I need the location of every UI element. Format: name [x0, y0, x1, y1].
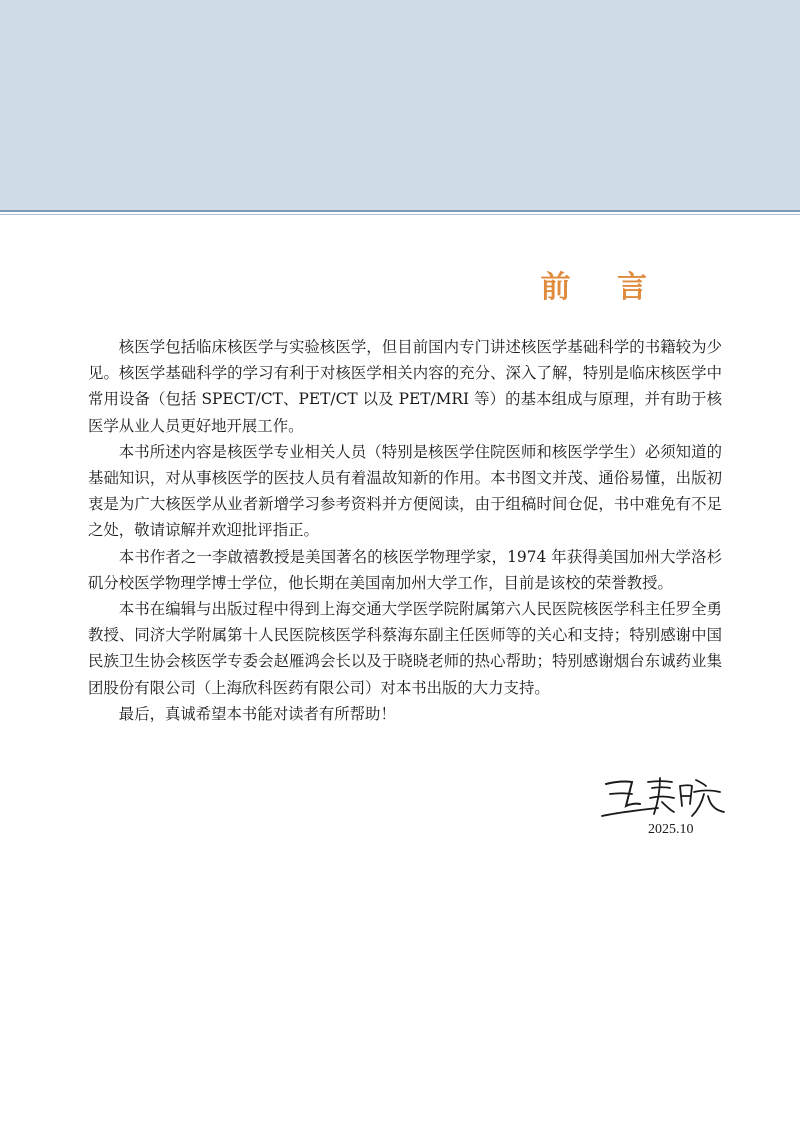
date: 2025.10	[648, 822, 694, 837]
preface-body	[88, 334, 722, 727]
header-rule	[0, 210, 800, 212]
paragraph-3: 本书作者之一李啟禧教授是美国著名的核医学物理学家，1974 年获得美国加州大学洛杉矶分校医学物理学博士学位，他长期在美国南加州大学工作，目前是该校的荣誉教授。	[88, 547, 722, 592]
header-rule-thin	[0, 214, 800, 215]
paragraph-1: 核医学包括临床核医学与实验核医学，但目前国内专门讲述核医学基础科学的书籍较为少见。核医学基础科学的学习有利于对核医学相关内容的充分、深入了解，特别是临床核医学中常用设备（包括 SPECT/CT、PET/CT 以及 PET/MRI 等）的基本组成与原理，并有助于核医学从业人员更好地开展工作。	[88, 338, 722, 435]
page-title: 前 言	[540, 270, 665, 305]
header-band	[0, 0, 800, 210]
paragraph-2: 本书所述内容是核医学专业相关人员（特别是核医学住院医师和核医学学生）必须知道的基础知识，对从事核医学的医技人员有着温故知新的作用。本书图文并茂、通俗易懂，出版初衷是为广大核医学从业者新增学习参考资料并方便阅读，由于组稿时间仓促，书中难免有不足之处，敬请谅解并欢迎批评指正。	[88, 442, 722, 540]
handwritten-signature	[600, 772, 730, 822]
paragraph-4: 本书在编辑与出版过程中得到上海交通大学医学院附属第六人民医院核医学科主任罗全勇教授、同济大学附属第十人民医院核医学科蔡海东副主任医师等的关心和支持；特别感谢中国民族卫生协会核医学专委会赵雁鸿会长以及于晓晓老师的热心帮助；特别感谢烟台东诚药业集团股份有限公司（上海欣科医药有限公司）对本书出版的大力支持。	[88, 600, 722, 697]
paragraph-5: 最后，真诚希望本书能对读者有所帮助！	[118, 704, 396, 723]
